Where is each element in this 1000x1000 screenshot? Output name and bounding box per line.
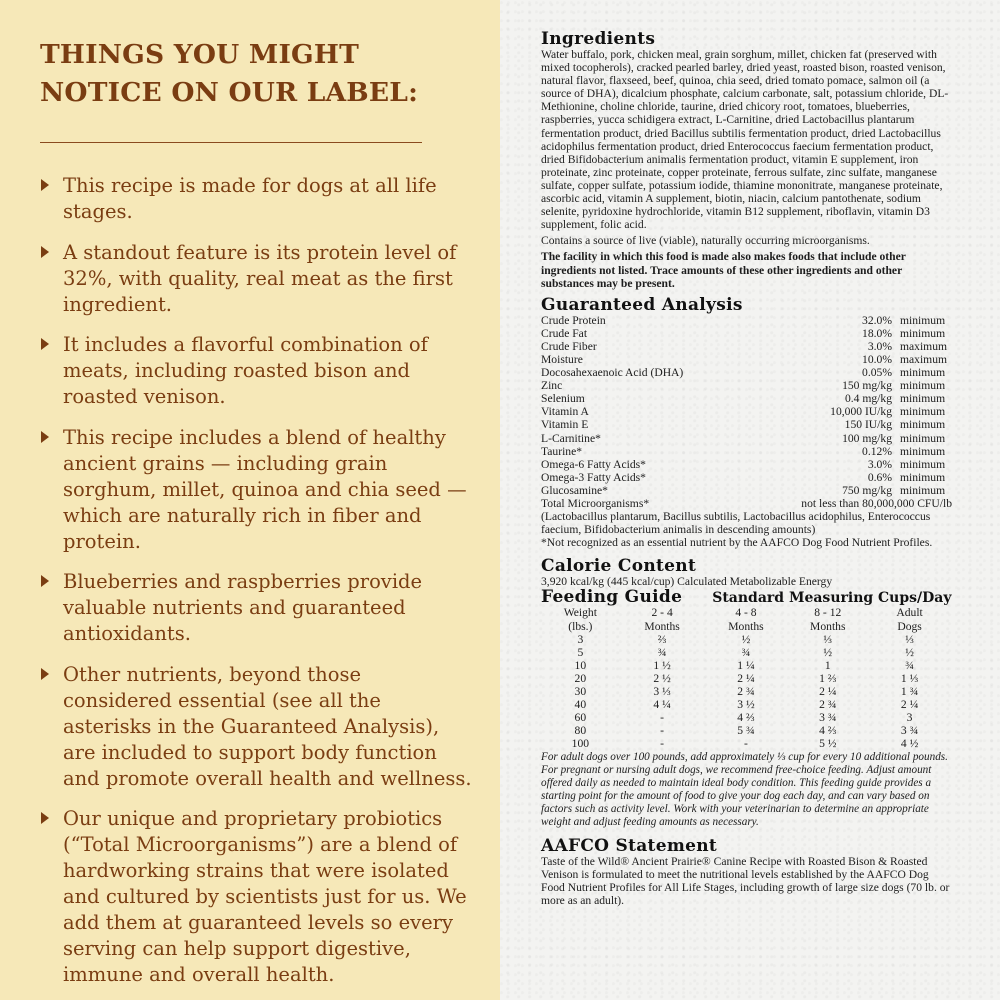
feeding-cell: 3 ¾ (819, 711, 837, 725)
analysis-row (541, 432, 952, 445)
feeding-cell: 3 ⅓ (653, 685, 671, 699)
feeding-header-row (541, 620, 951, 633)
analysis-qualifier: maximum (900, 352, 948, 366)
facility-note: The facility in which this food is made also makes foods that include other ingredients not listed. Trace amounts of these other ingredients and other substances may be present. (541, 250, 906, 290)
analysis-value: 0.12% (862, 444, 892, 458)
analysis-qualifier: minimum (900, 366, 946, 380)
feeding-table (541, 606, 951, 750)
calorie-title: Calorie Content (541, 556, 697, 577)
label-panel (500, 0, 1000, 1000)
feeding-cell: - (744, 737, 748, 751)
feeding-row (541, 737, 951, 750)
analysis-value: 18.0% (862, 326, 892, 340)
aafco-text: Taste of the Wild® Ancient Prairie® Canine Recipe with Roasted Bison & Roasted Venison is formulated to meet the nutritional levels established by the AAFCO Dog Food Nutrient Profiles for All Life Stages, including growth of large size dogs (70 lb. or more as an adult). (541, 855, 950, 908)
feeding-cell: 2 ¾ (737, 685, 755, 699)
analysis-qualifier: minimum (900, 431, 946, 445)
feeding-cell: 3 ¾ (900, 724, 919, 738)
analysis-row (541, 340, 952, 353)
notice-text: Blueberries and raspberries provide valuable nutrients and guaranteed antioxidants. (63, 570, 423, 645)
feeding-cell: 2 ½ (653, 671, 671, 685)
feeding-cell: 80 (574, 724, 587, 738)
feeding-row (541, 711, 951, 724)
analysis-value: 10,000 IU/kg (830, 405, 892, 419)
feeding-cell: 60 (574, 711, 587, 725)
feeding-cell: 4 - 8 (735, 606, 757, 620)
analysis-row (541, 445, 952, 458)
analysis-name: L-Carnitine* (541, 431, 601, 445)
analysis-value: 0.4 mg/kg (844, 392, 892, 406)
feeding-cell: 1 ⅓ (900, 671, 919, 685)
feeding-cell: 1 (824, 658, 831, 672)
analysis-value: not less than 80,000,000 CFU/lb (801, 497, 952, 510)
analysis-value: 150 mg/kg (842, 379, 892, 393)
microorganism-strains: (Lactobacillus plantarum, Bacillus subtilis, Lactobacillus acidophilus, Enterococcus faecium, Bifidobacterium animalis in descending amounts) (541, 510, 931, 537)
feeding-cell: 3 ½ (737, 698, 755, 712)
feeding-cell: 20 (574, 671, 587, 685)
notice-item (40, 662, 474, 792)
analysis-value: 0.05% (862, 366, 892, 380)
notice-text: It includes a flavorful combination of meats, including roasted bison and roasted venison. (63, 333, 428, 408)
notice-text: Other nutrients, beyond those considered essential (see all the asterisks in the Guaranteed Analysis), are included to support body function and promote overall health and wellness. (63, 662, 472, 790)
analysis-name: Zinc (541, 379, 563, 393)
analysis-name: Docosahexaenoic Acid (DHA) (541, 366, 684, 380)
feeding-cell: ¾ (657, 645, 667, 659)
analysis-name: Total Microorganisms* (541, 497, 650, 510)
analysis-row (541, 314, 952, 327)
feeding-cell: 10 (574, 658, 587, 672)
panel-heading: THINGS YOU MIGHT NOTICE ON OUR LABEL: (40, 39, 419, 108)
feeding-cell: ⅓ (823, 632, 833, 646)
triangle-bullet-icon (41, 246, 49, 258)
feeding-cell: 2 ¾ (819, 698, 837, 712)
feeding-cell: Months (644, 619, 680, 633)
analysis-name: Crude Fiber (541, 339, 597, 353)
analysis-value: 3.0% (867, 339, 892, 353)
feeding-cell: 5 ½ (819, 737, 837, 751)
analysis-qualifier: minimum (900, 379, 946, 393)
feeding-cell: 8 - 12 (814, 606, 842, 620)
feeding-cell: 3 (577, 632, 584, 646)
feeding-row (541, 646, 951, 659)
divider (40, 142, 422, 143)
analysis-row (541, 327, 952, 340)
feeding-cell: 4 ½ (900, 737, 919, 751)
analysis-row (541, 405, 952, 418)
feeding-cell: ⅓ (905, 632, 914, 646)
calorie-text: 3,920 kcal/kg (445 kcal/cup) Calculated Metabolizable Energy (541, 575, 833, 589)
feeding-cell: ¾ (905, 658, 914, 672)
analysis-value: 10.0% (862, 352, 892, 366)
feeding-cell: 2 ¼ (737, 671, 755, 685)
analysis-value: 0.6% (867, 470, 892, 484)
analysis-name: Selenium (541, 392, 585, 406)
feeding-cell: (lbs.) (568, 619, 593, 633)
feeding-cell: 1 ½ (653, 658, 671, 672)
analysis-value: 100 mg/kg (842, 431, 892, 445)
analysis-qualifier: minimum (900, 392, 946, 406)
feeding-cell: ⅔ (657, 632, 667, 646)
analysis-qualifier: minimum (900, 326, 946, 340)
feeding-row (541, 698, 951, 711)
feeding-cell: ½ (823, 645, 833, 659)
notice-text: A standout feature is its protein level of 32%, with quality, real meat as the first ingredient. (63, 240, 457, 316)
analysis-name: Crude Fat (541, 326, 588, 340)
feeding-cell: 1 ¾ (900, 685, 919, 699)
feeding-cell: 40 (574, 698, 587, 712)
feeding-cell: 5 (577, 645, 584, 659)
feeding-cell: Dogs (897, 619, 922, 633)
analysis-qualifier: minimum (900, 483, 946, 497)
feeding-row (541, 724, 951, 737)
feeding-row (541, 685, 951, 698)
feeding-cell: 30 (574, 685, 587, 699)
feeding-cell: Weight (563, 606, 597, 620)
ingredients-text: Water buffalo, pork, chicken meal, grain sorghum, millet, chicken fat (preserved with mixed tocopherols), cracked pearled barley, dried yeast, roasted bison, roasted venison, natural flavor, flaxseed, beef, quinoa, chia seed, dried tomato pomace, salmon oil (a source of DHA), dicalcium phosphate, calcium carbonate, salt, potassium chloride, DL-Methionine, choline chloride, taurine, dried chicory root, tomatoes, blueberries, raspberries, yucca schidigera extract, L-Carnitine, dried Lactobacillus plantarum fermentation product, dried Bacillus subtilis fermentation product, dried Lactobacillus acidophilus fermentation product, dried Enterococcus faecium fermentation product, dried Bifidobacterium animalis fermentation product, vitamin E supplement, iron proteinate, zinc proteinate, copper proteinate, ferrous sulfate, zinc sulfate, manganese sulfate, copper sulfate, potassium iodide, thiamine mononitrate, manganese proteinate, ascorbic acid, vitamin A supplement, biotin, niacin, calcium pantothenate, sodium selenite, pyridoxine hydrochloride, vitamin B12 supplement, riboflavin, vitamin D3 supplement, folic acid. (541, 48, 949, 232)
notice-text: This recipe includes a blend of healthy ancient grains — including grain sorghum, millet, quinoa and chia seed — which are naturally rich in fiber and protein. (63, 425, 467, 553)
notice-item (40, 425, 474, 555)
analysis-qualifier: minimum (900, 444, 946, 458)
feeding-cell: 1 ⅔ (819, 671, 837, 685)
analysis-row (541, 418, 952, 431)
triangle-bullet-icon (41, 431, 49, 443)
triangle-bullet-icon (41, 575, 49, 587)
analysis-name: Vitamin E (541, 418, 589, 432)
feeding-title: Feeding Guide (541, 587, 683, 608)
analysis-name: Crude Protein (541, 313, 606, 327)
triangle-bullet-icon (41, 179, 49, 191)
notice-list (40, 173, 474, 988)
analysis-row (541, 471, 952, 484)
feeding-cell: ½ (741, 632, 751, 646)
analysis-row (541, 484, 952, 497)
analysis-qualifier: minimum (900, 457, 946, 471)
analysis-value: 750 mg/kg (842, 483, 892, 497)
notice-text: This recipe is made for dogs at all life stages. (63, 174, 437, 223)
analysis-row (541, 353, 952, 366)
analysis-name: Omega-3 Fatty Acids* (541, 470, 646, 484)
analysis-row (541, 458, 952, 471)
feeding-cell: - (660, 737, 665, 751)
notice-item (40, 569, 474, 647)
feeding-cell: 2 - 4 (651, 606, 673, 620)
feeding-cell: 5 ¾ (737, 724, 755, 738)
feeding-cell: 1 ¼ (737, 658, 755, 672)
feeding-header (541, 588, 952, 606)
notice-item (40, 806, 474, 988)
feeding-cell: Months (810, 619, 846, 633)
feeding-cell: 3 (906, 711, 913, 725)
feeding-header-row (541, 606, 951, 619)
analysis-qualifier: minimum (900, 313, 946, 327)
analysis-table (541, 314, 952, 497)
analysis-name: Glucosamine* (541, 483, 608, 497)
notice-text: Our unique and proprietary probiotics (“Total Microorganisms”) are a blend of hardworking strains that were isolated and cultured by scientists just for us. We add them at guaranteed levels so every serving can help support digestive, immune and overall health. (63, 807, 467, 986)
notice-item (40, 332, 474, 410)
feeding-row (541, 633, 951, 646)
analysis-row (541, 366, 952, 379)
analysis-title: Guaranteed Analysis (541, 294, 743, 315)
analysis-row (541, 379, 952, 392)
ingredients-title: Ingredients (541, 29, 656, 49)
analysis-qualifier: minimum (900, 470, 946, 484)
feeding-subtitle: Standard Measuring Cups/Day (712, 590, 952, 607)
analysis-value: 150 IU/kg (844, 418, 892, 432)
feeding-cell: ½ (905, 645, 914, 659)
analysis-name: Moisture (541, 352, 583, 366)
analysis-qualifier: minimum (900, 405, 946, 419)
feeding-cell: 4 ⅔ (819, 724, 837, 738)
feeding-cell: 2 ¼ (819, 685, 837, 699)
analysis-row (541, 392, 952, 405)
feeding-cell: ¾ (741, 645, 751, 659)
triangle-bullet-icon (41, 338, 49, 350)
notice-item (40, 173, 474, 225)
notice-item (40, 240, 474, 318)
analysis-name: Omega-6 Fatty Acids* (541, 457, 646, 471)
triangle-bullet-icon (41, 668, 49, 680)
triangle-bullet-icon (41, 812, 49, 824)
feeding-cell: Months (728, 619, 764, 633)
feeding-cell: Adult (896, 606, 923, 620)
analysis-name: Taurine* (541, 444, 583, 458)
feeding-cell: 2 ¼ (900, 698, 919, 712)
live-microorganisms-note: Contains a source of live (viable), naturally occurring microorganisms. (541, 234, 870, 248)
feeding-row (541, 672, 951, 685)
analysis-qualifier: maximum (900, 339, 948, 353)
analysis-footnote: *Not recognized as an essential nutrient by the AAFCO Dog Food Nutrient Profiles. (541, 536, 933, 550)
feeding-row (541, 659, 951, 672)
feeding-cell: 4 ¼ (653, 698, 671, 712)
feeding-note: For adult dogs over 100 pounds, add approximately ⅓ cup for every 10 additional pounds. For pregnant or nursing adult dogs, we recommend free-choice feeding. Adjust amount offered daily as needed to maintain ideal body condition. This feeding guide provides a starting point for the amount of food to give your dog each day, and can vary based on factors such as activity level. Work with your veterinarian to determine an appropriate weight and adjust feeding amounts as necessary. (541, 750, 948, 828)
analysis-name: Vitamin A (541, 405, 589, 419)
feeding-cell: - (660, 724, 665, 738)
aafco-title: AAFCO Statement (541, 836, 718, 857)
feeding-cell: - (660, 711, 665, 725)
feeding-cell: 100 (571, 737, 590, 751)
analysis-row (541, 497, 952, 510)
feeding-cell: 4 ⅔ (737, 711, 755, 725)
analysis-value: 32.0% (862, 313, 892, 327)
analysis-qualifier: minimum (900, 418, 946, 432)
analysis-value: 3.0% (867, 457, 892, 471)
